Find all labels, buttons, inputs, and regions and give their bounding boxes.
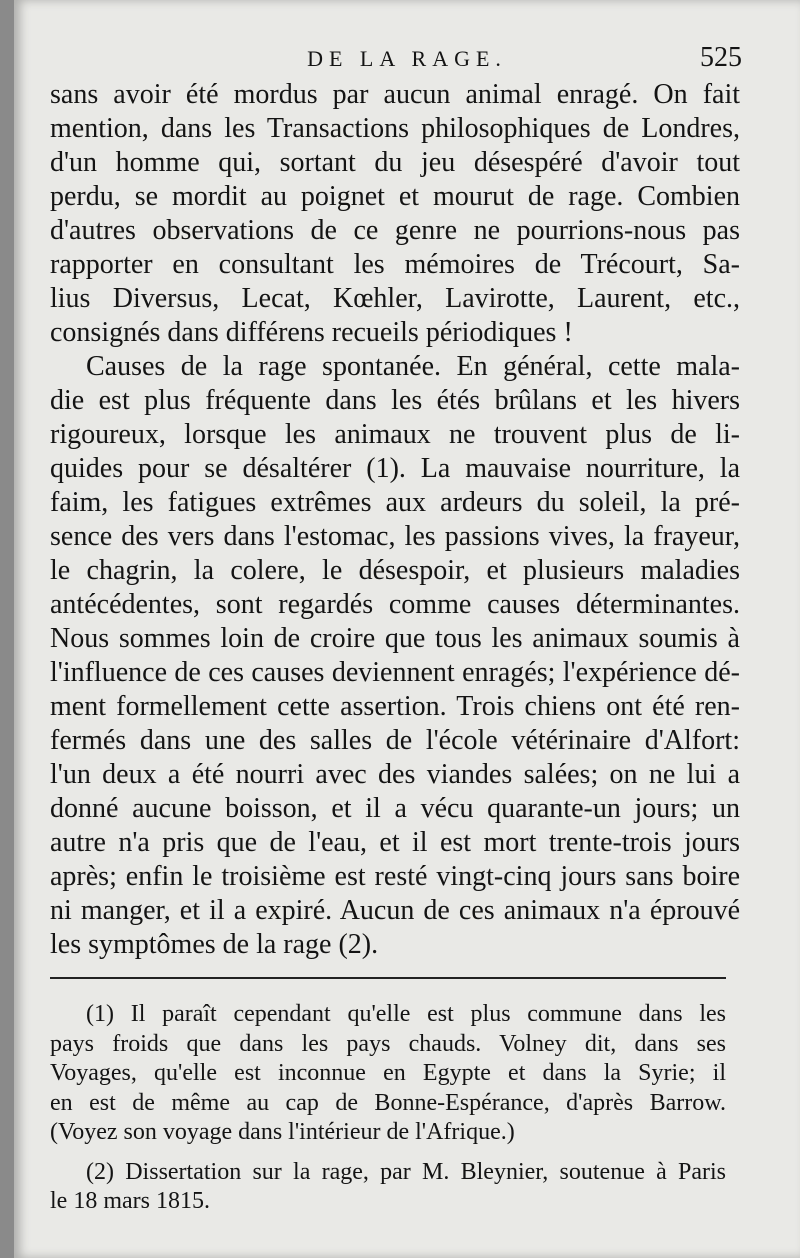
- text-line: perdu, se mordit au poignet et mourut de rage. Combien: [50, 181, 740, 212]
- page-number: 525: [700, 42, 742, 73]
- footnote-line: en est de même au cap de Bonne-Espérance, d'après Barrow.: [50, 1089, 726, 1116]
- text-line: sans avoir été mordus par aucun animal enragé. On fait: [50, 79, 740, 110]
- text-line: d'un homme qui, sortant du jeu désespéré d'avoir tout: [50, 147, 740, 178]
- footnotes: [50, 1000, 726, 1217]
- text-line: le chagrin, la colere, le désespoir, et plusieurs maladies: [50, 555, 740, 586]
- text-line: Causes de la rage spontanée. En général, cette mala-: [86, 351, 740, 382]
- text-line: autre n'a pris que de l'eau, et il est mort trente-trois jours: [50, 827, 740, 858]
- text-line: les symptômes de la rage (2).: [50, 929, 379, 960]
- text-line: mention, dans les Transactions philosophiques de Londres,: [50, 113, 740, 144]
- text-line: l'un deux a été nourri avec des viandes salées; on ne lui a: [50, 759, 740, 790]
- text-line: donné aucune boisson, et il a vécu quarante-un jours; un: [50, 793, 740, 824]
- text-line: ment formellement cette assertion. Trois chiens ont été ren-: [50, 691, 740, 722]
- text-line: sence des vers dans l'estomac, les passions vives, la frayeur,: [50, 521, 740, 552]
- text-line: die est plus fréquente dans les étés brûlans et les hivers: [50, 385, 740, 416]
- text-line: lius Diversus, Lecat, Kœhler, Lavirotte, Laurent, etc.,: [50, 283, 740, 314]
- body-text: [50, 78, 740, 962]
- text-line: d'autres observations de ce genre ne pourrions-nous pas: [50, 215, 740, 246]
- text-line: Nous sommes loin de croire que tous les animaux soumis à: [50, 623, 740, 654]
- footnote-2: [50, 1158, 726, 1217]
- footnote-1: [50, 1000, 726, 1148]
- text-line: quides pour se désaltérer (1). La mauvaise nourriture, la: [50, 453, 740, 484]
- text-line: après; enfin le troisième est resté vingt-cinq jours sans boire: [50, 861, 740, 892]
- footnote-rule: [50, 977, 726, 979]
- text-line: rigoureux, lorsque les animaux ne trouvent plus de li-: [50, 419, 740, 450]
- footnote-line: (Voyez son voyage dans l'intérieur de l'Afrique.): [50, 1119, 515, 1145]
- page-header: [14, 42, 800, 82]
- footnote-line: le 18 mars 1815.: [50, 1188, 210, 1214]
- text-line: ni manger, et il a expiré. Aucun de ces animaux n'a éprouvé: [50, 895, 740, 926]
- footnote-line: (1) Il paraît cependant qu'elle est plus commune dans les: [86, 1001, 726, 1027]
- running-title: DE LA RAGE.: [307, 46, 507, 71]
- text-line: antécédentes, sont regardés comme causes déterminantes.: [50, 589, 740, 620]
- text-line: consignés dans différens recueils périodiques !: [50, 317, 573, 348]
- footnote-line: Voyages, qu'elle est inconnue en Egypte et dans la Syrie; il: [50, 1060, 726, 1086]
- text-line: l'influence de ces causes deviennent enragés; l'expérience dé-: [50, 657, 740, 688]
- footnote-line: pays froids que dans les pays chauds. Volney dit, dans ses: [50, 1030, 726, 1057]
- text-line: rapporter en consultant les mémoires de Trécourt, Sa-: [50, 249, 740, 280]
- book-page: [14, 0, 800, 1258]
- text-line: faim, les fatigues extrêmes aux ardeurs du soleil, la pré-: [50, 487, 740, 518]
- footnote-line: (2) Dissertation sur la rage, par M. Bleynier, soutenue à Paris: [86, 1158, 726, 1185]
- text-line: fermés dans une des salles de l'école vétérinaire d'Alfort:: [50, 725, 740, 756]
